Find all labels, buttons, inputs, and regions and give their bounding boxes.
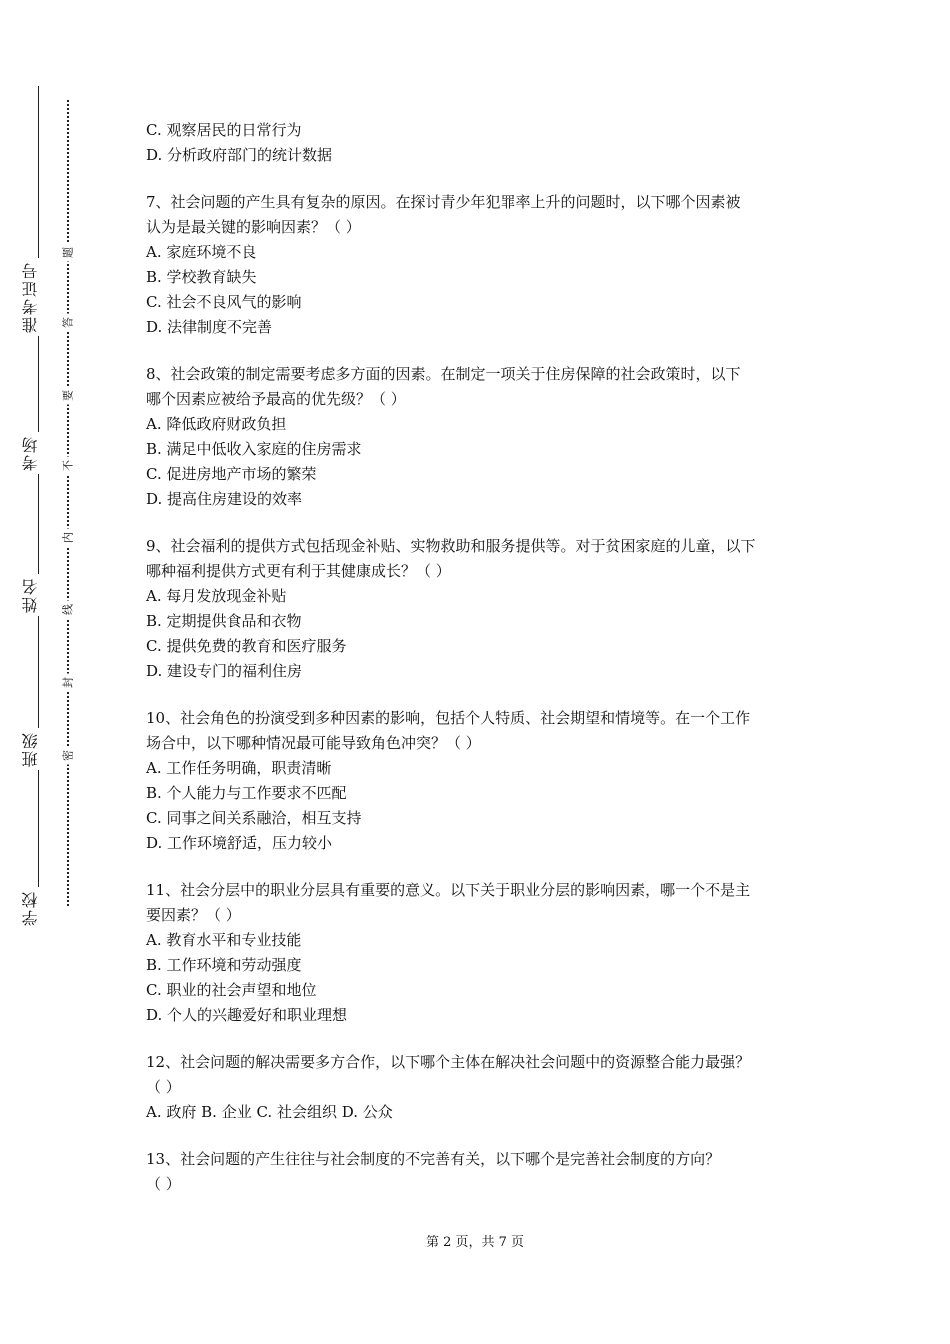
question-stem: 13、社会问题的产生往往与社会制度的不完善有关，以下哪个是完善社会制度的方向？ (146, 1150, 721, 1168)
page-footer: 第 2 页，共 7 页 (425, 1235, 525, 1250)
exam-number-label: 准考证号 (23, 258, 55, 336)
question-stem: （ ） (146, 1175, 181, 1193)
exam-room-label: 考场 (23, 432, 55, 474)
seal-char: 线 (61, 601, 76, 619)
option-c: C. 促进房地产市场的繁荣 (146, 465, 317, 483)
question-stem: 要因素？（ ） (146, 906, 241, 924)
question-7 (146, 190, 814, 340)
question-stem: 12、社会问题的解决需要多方合作，以下哪个主体在解决社会问题中的资源整合能力最强？ (146, 1053, 751, 1071)
question-6-continued (146, 118, 814, 168)
class-label: 班级 (23, 728, 55, 770)
school-label: 学校 (23, 887, 55, 929)
option-c: C. 社会不良风气的影响 (146, 293, 302, 311)
question-10 (146, 706, 814, 856)
seal-char: 封 (61, 674, 76, 692)
option-d: D. 个人的兴趣爱好和职业理想 (146, 1006, 348, 1024)
question-stem: 7、社会问题的产生具有复杂的原因。在探讨青少年犯罪率上升的问题时，以下哪个因素被 (146, 193, 741, 211)
binding-solid-line (38, 86, 39, 912)
question-13 (146, 1147, 814, 1197)
seal-char: 不 (61, 457, 76, 475)
question-stem: 11、社会分层中的职业分层具有重要的意义。以下关于职业分层的影响因素，哪一个不是主 (146, 881, 751, 899)
option-c: C. 职业的社会声望和地位 (146, 981, 317, 999)
option-d: D. 提高住房建设的效率 (146, 490, 303, 508)
question-stem: 10、社会角色的扮演受到多种因素的影响，包括个人特质、社会期望和情境等。在一个工作 (146, 709, 751, 727)
binding-dotted-line (67, 100, 69, 906)
option-a: A. 每月发放现金补贴 (146, 587, 287, 605)
seal-char: 答 (61, 314, 76, 332)
option-c: C. 同事之间关系融洽，相互支持 (146, 809, 362, 827)
question-stem: 9、社会福利的提供方式包括现金补贴、实物救助和服务提供等。对于贫困家庭的儿童，以下 (146, 537, 756, 555)
option-d: D. 工作环境舒适，压力较小 (146, 834, 333, 852)
option-a: A. 教育水平和专业技能 (146, 931, 302, 949)
seal-char: 题 (61, 244, 76, 262)
question-9 (146, 534, 814, 684)
options-inline: A. 政府 B. 企业 C. 社会组织 D. 公众 (146, 1103, 393, 1121)
option-d: D. 分析政府部门的统计数据 (146, 146, 333, 164)
option-b: B. 工作环境和劳动强度 (146, 956, 302, 974)
question-stem: 场合中，以下哪种情况最可能导致角色冲突？（ ） (146, 734, 481, 752)
option-d: D. 建设专门的福利住房 (146, 662, 303, 680)
seal-char: 内 (61, 529, 76, 547)
option-b: B. 学校教育缺失 (146, 268, 257, 286)
option-a: A. 降低政府财政负担 (146, 415, 287, 433)
seal-char: 密 (61, 747, 76, 765)
question-stem: （ ） (146, 1078, 181, 1096)
question-11 (146, 878, 814, 1028)
name-label: 姓名 (23, 574, 55, 616)
exam-content (146, 118, 814, 1219)
question-stem: 哪种福利提供方式更有利于其健康成长？（ ） (146, 562, 451, 580)
seal-char: 要 (61, 387, 76, 405)
option-c: C. 观察居民的日常行为 (146, 121, 302, 139)
question-stem: 8、社会政策的制定需要考虑多方面的因素。在制定一项关于住房保障的社会政策时，以下 (146, 365, 741, 383)
option-a: A. 工作任务明确，职责清晰 (146, 759, 332, 777)
question-stem: 认为是最关键的影响因素？（ ） (146, 218, 361, 236)
option-c: C. 提供免费的教育和医疗服务 (146, 637, 347, 655)
option-d: D. 法律制度不完善 (146, 318, 273, 336)
option-b: B. 满足中低收入家庭的住房需求 (146, 440, 362, 458)
question-12 (146, 1050, 814, 1125)
option-a: A. 家庭环境不良 (146, 243, 257, 261)
question-stem: 哪个因素应被给予最高的优先级？（ ） (146, 390, 406, 408)
option-b: B. 定期提供食品和衣物 (146, 612, 302, 630)
option-b: B. 个人能力与工作要求不匹配 (146, 784, 347, 802)
question-8 (146, 362, 814, 512)
